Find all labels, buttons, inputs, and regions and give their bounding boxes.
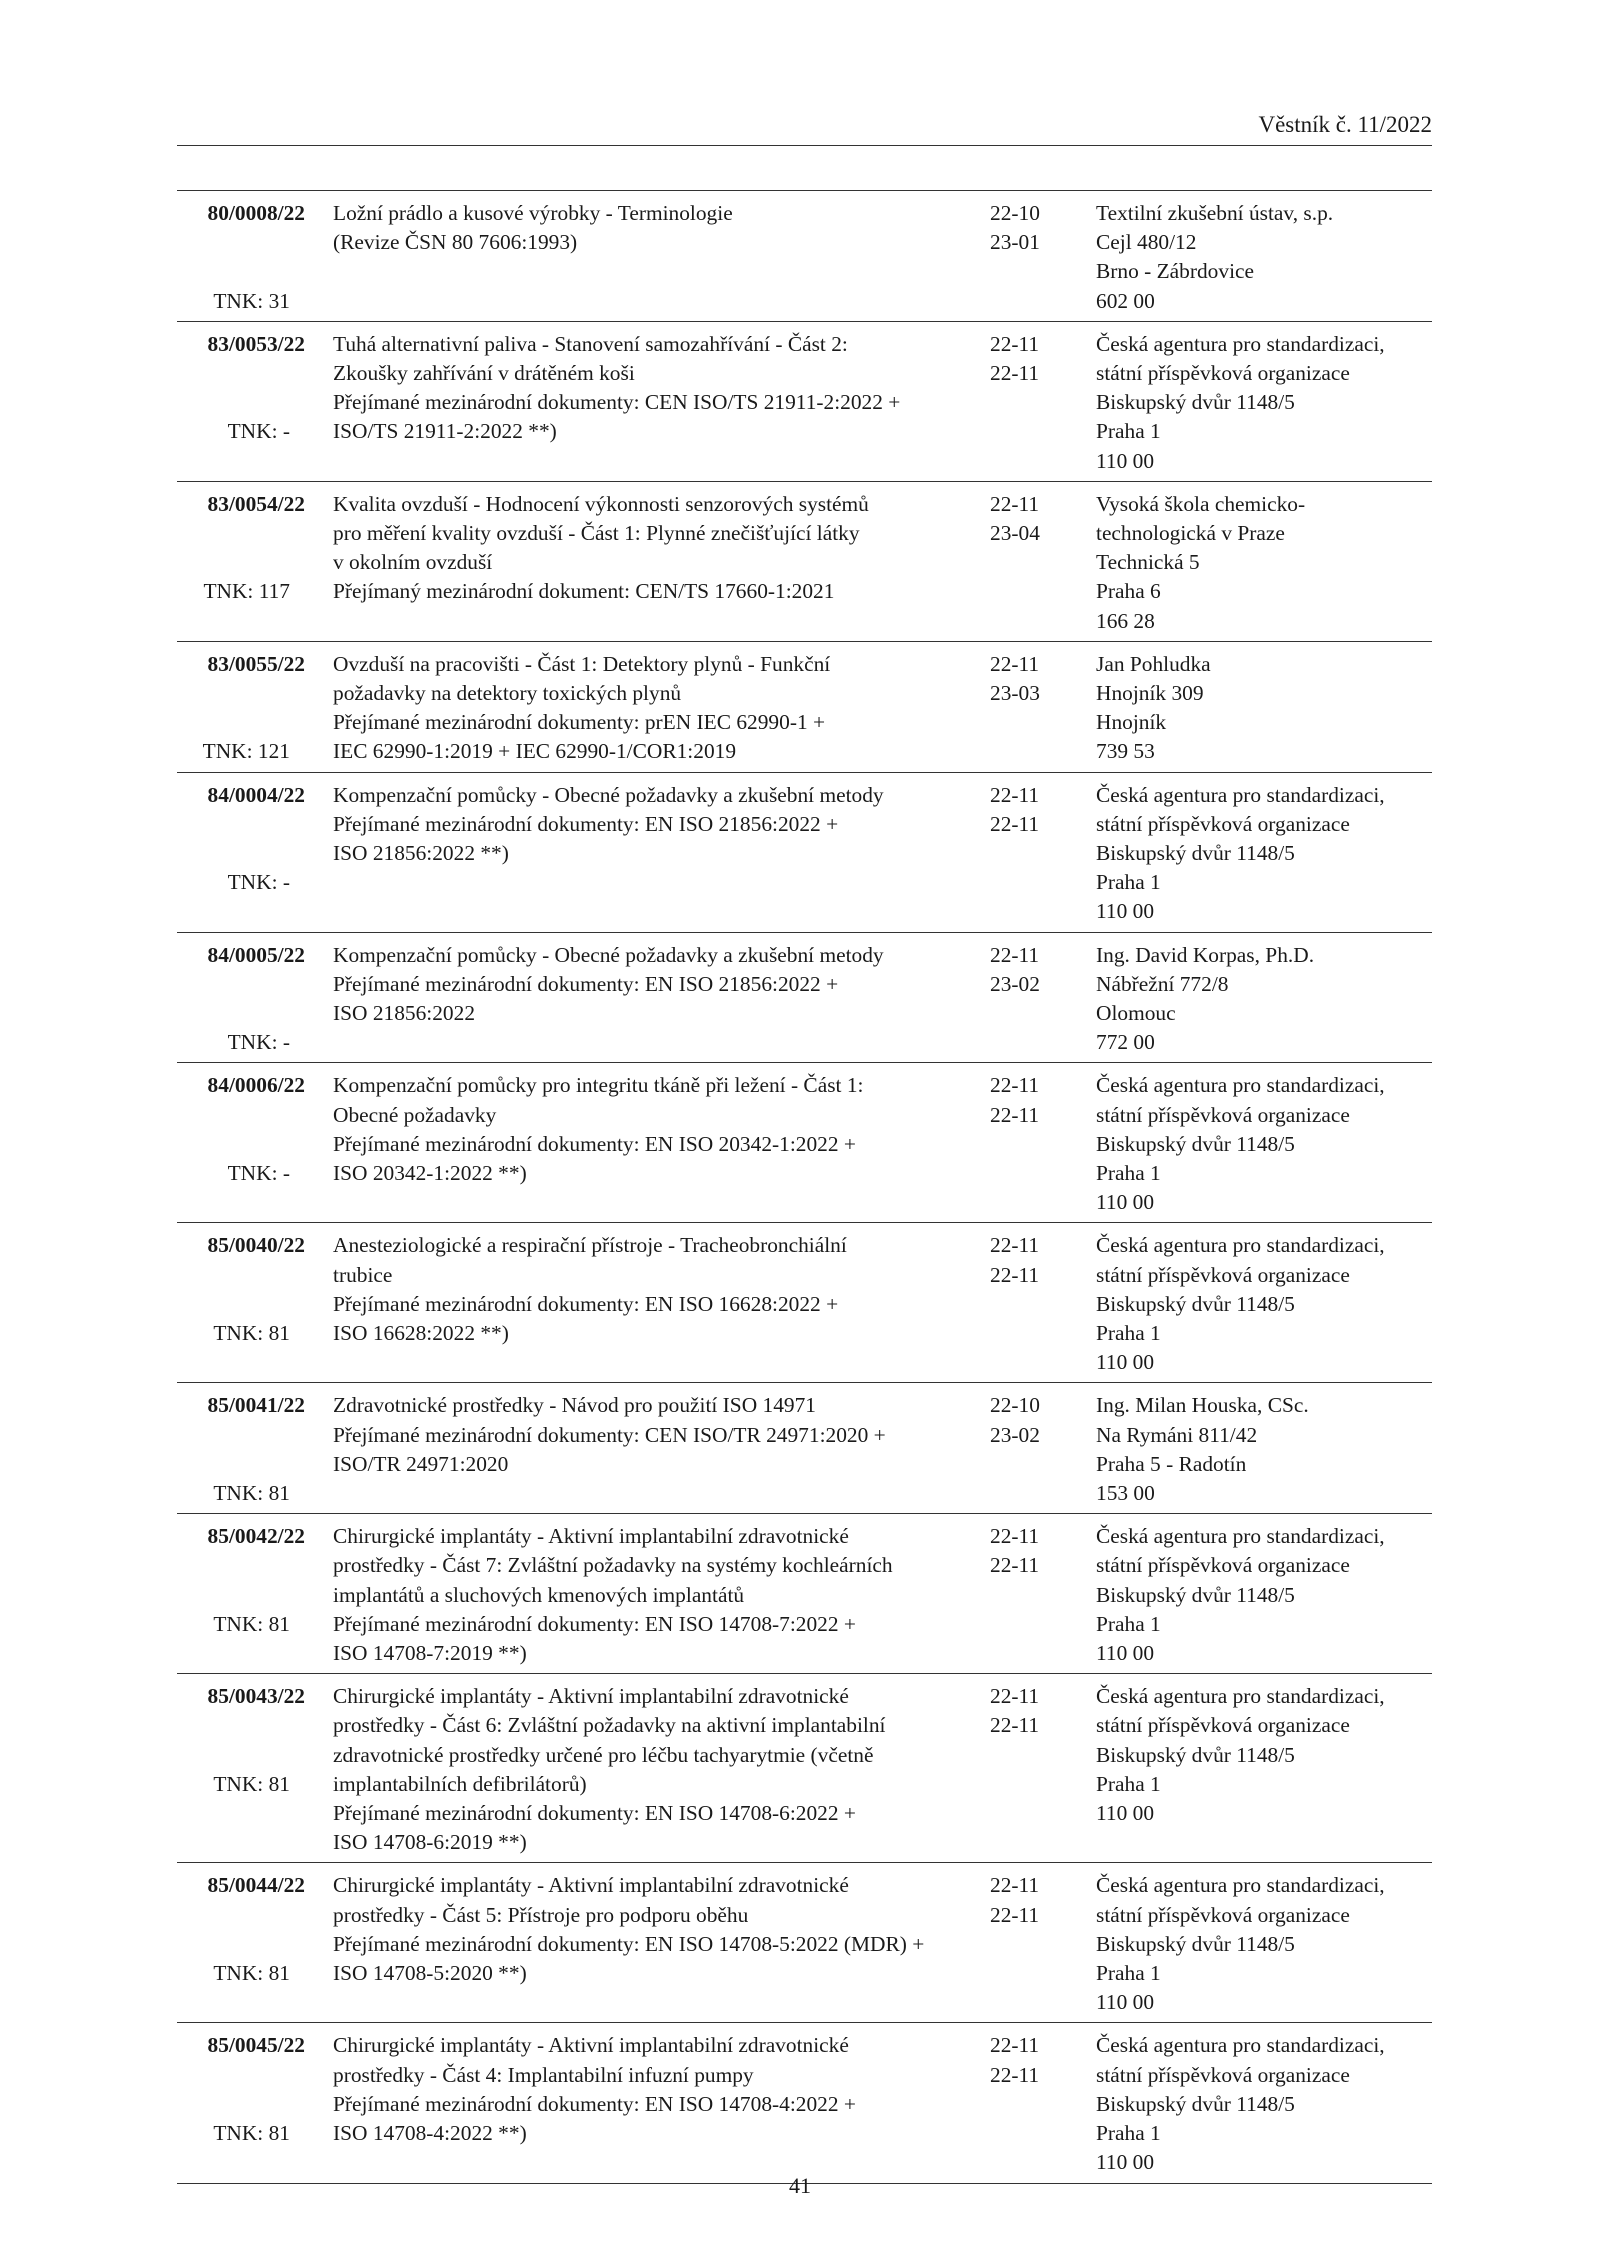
organization-line: Česká agentura pro standardizaci,: [1096, 1684, 1385, 1709]
organization-line: 110 00: [1096, 899, 1155, 924]
organization-line: Vysoká škola chemicko-: [1096, 491, 1306, 516]
organization-line: 166 28: [1096, 608, 1155, 633]
processor-organization: [1096, 330, 1436, 476]
processor-organization: [1096, 781, 1436, 927]
title-line: Chirurgické implantáty - Aktivní implantabilní zdravotnické: [333, 2033, 849, 2058]
table-row: [177, 322, 1432, 482]
title-line: Chirurgické implantáty - Aktivní implantabilní zdravotnické: [333, 1873, 849, 1898]
organization-line: Praha 1: [1096, 1161, 1161, 1185]
tnk-label: TNK: 31: [213, 288, 290, 313]
organization-line: Česká agentura pro standardizaci,: [1096, 782, 1385, 807]
title-line: Kvalita ovzduší - Hodnocení výkonnosti senzorových systémů: [333, 491, 869, 516]
date-line: 22-11: [990, 782, 1040, 807]
standard-dates: [990, 1522, 1090, 1580]
standard-title: [333, 1231, 983, 1348]
date-line: 22-11: [990, 1684, 1040, 1709]
processor-organization: [1096, 1231, 1436, 1377]
title-line: IEC 62990-1:2019 + IEC 62990-1/COR1:2019: [333, 739, 737, 764]
header-divider: [177, 145, 1432, 146]
organization-line: Praha 1: [1096, 1771, 1161, 1796]
title-line: ISO 14708-6:2019 **): [333, 1830, 527, 1855]
date-line: 22-11: [990, 651, 1040, 676]
date-line: 22-10: [990, 1393, 1040, 1418]
processor-organization: [1096, 2031, 1436, 2177]
organization-line: 110 00: [1096, 2150, 1155, 2175]
date-line: 22-10: [990, 201, 1040, 225]
processor-organization: [1096, 490, 1436, 636]
organization-line: státní příspěvková organizace: [1096, 1713, 1350, 1738]
processor-organization: [1096, 199, 1436, 316]
title-line: Přejímané mezinárodní dokumenty: EN ISO 21856:2022 +: [333, 811, 839, 836]
title-line: Přejímané mezinárodní dokumenty: EN ISO 14708-7:2022 +: [333, 1611, 856, 1636]
title-line: Anesteziologické a respirační přístroje - Tracheobronchiální: [333, 1233, 847, 1258]
organization-line: Nábřežní 772/8: [1096, 971, 1229, 996]
standard-code: 84/0006/22: [207, 1073, 305, 1098]
title-line: implantabilních defibrilátorů): [333, 1771, 587, 1796]
organization-line: Praha 5 - Radotín: [1096, 1451, 1247, 1476]
organization-line: státní příspěvková organizace: [1096, 2062, 1350, 2087]
organization-line: 110 00: [1096, 1190, 1155, 1215]
date-line: 22-11: [990, 1873, 1040, 1898]
date-line: 22-11: [990, 331, 1040, 356]
standard-title: [333, 1682, 983, 1857]
table-row: [177, 1514, 1432, 1674]
processor-organization: [1096, 650, 1436, 767]
table-row: [177, 2023, 1432, 2183]
table-row: [177, 1383, 1432, 1514]
tnk-label: TNK: 81: [213, 1480, 290, 1505]
organization-line: státní příspěvková organizace: [1096, 811, 1350, 836]
title-line: ISO 14708-5:2020 **): [333, 1960, 527, 1985]
organization-line: 153 00: [1096, 1481, 1155, 1505]
title-line: prostředky - Část 4: Implantabilní infuzní pumpy: [333, 2062, 754, 2087]
standard-code: 83/0053/22: [207, 331, 305, 356]
standard-code: 80/0008/22: [207, 201, 305, 225]
standards-table: [177, 190, 1432, 2184]
organization-line: Česká agentura pro standardizaci,: [1096, 1524, 1385, 1549]
title-line: ISO 14708-4:2022 **): [333, 2120, 527, 2145]
standard-code: 84/0004/22: [207, 782, 305, 807]
standard-title: [333, 199, 983, 257]
standard-dates: [990, 1871, 1090, 1929]
title-line: Kompenzační pomůcky pro integritu tkáně při ležení - Část 1:: [333, 1073, 864, 1098]
date-line: 23-04: [990, 521, 1040, 545]
title-line: implantátů a sluchových kmenových implantátů: [333, 1582, 745, 1607]
organization-line: Praha 6: [1096, 579, 1161, 604]
standard-code: 85/0043/22: [207, 1684, 305, 1709]
title-line: Přejímané mezinárodní dokumenty: EN ISO 14708-5:2022 (MDR) +: [333, 1931, 925, 1956]
title-line: Chirurgické implantáty - Aktivní implantabilní zdravotnické: [333, 1684, 849, 1709]
date-line: 22-11: [990, 1524, 1040, 1549]
standard-title: [333, 490, 983, 607]
title-line: Přejímané mezinárodní dokumenty: EN ISO 21856:2022 +: [333, 971, 839, 996]
organization-line: Biskupský dvůr 1148/5: [1096, 390, 1295, 415]
organization-line: Praha 1: [1096, 1960, 1161, 1985]
organization-line: Na Rymáni 811/42: [1096, 1422, 1258, 1447]
organization-line: Biskupský dvůr 1148/5: [1096, 1131, 1295, 1156]
organization-line: Praha 1: [1096, 870, 1161, 895]
date-line: 22-11: [990, 811, 1040, 836]
standard-code: 85/0045/22: [207, 2033, 305, 2058]
organization-line: Technická 5: [1096, 550, 1200, 575]
date-line: 22-11: [990, 1713, 1040, 1738]
organization-line: Praha 1: [1096, 2120, 1161, 2145]
tnk-label: TNK: -: [227, 419, 290, 444]
standard-title: [333, 650, 983, 767]
title-line: Přejímané mezinárodní dokumenty: EN ISO 14708-4:2022 +: [333, 2091, 856, 2116]
organization-line: státní příspěvková organizace: [1096, 1902, 1350, 1927]
title-line: prostředky - Část 6: Zvláštní požadavky na aktivní implantabilní: [333, 1713, 886, 1738]
title-line: Přejímané mezinárodní dokumenty: EN ISO 20342-1:2022 +: [333, 1131, 856, 1156]
date-line: 22-11: [990, 1902, 1040, 1927]
organization-line: 602 00: [1096, 288, 1155, 313]
title-line: Kompenzační pomůcky - Obecné požadavky a zkušební metody: [333, 942, 884, 967]
organization-line: Ing. David Korpas, Ph.D.: [1096, 942, 1315, 967]
standard-dates: [990, 650, 1090, 708]
tnk-label: TNK: 81: [213, 1771, 290, 1796]
standard-title: [333, 2031, 983, 2148]
title-line: ISO 21856:2022 **): [333, 841, 509, 865]
tnk-label: TNK: 117: [203, 579, 290, 604]
processor-organization: [1096, 1871, 1436, 2017]
organization-line: Česká agentura pro standardizaci,: [1096, 1233, 1385, 1258]
organization-line: 110 00: [1096, 1990, 1155, 2015]
standard-title: [333, 1522, 983, 1668]
table-row: [177, 642, 1432, 773]
organization-line: 110 00: [1096, 1641, 1155, 1665]
standard-title: [333, 1871, 983, 1988]
tnk-label: TNK: -: [227, 1160, 290, 1185]
standard-dates: [990, 1391, 1090, 1449]
date-line: 22-11: [990, 1262, 1040, 1287]
title-line: ISO/TS 21911-2:2022 **): [333, 419, 557, 444]
tnk-label: TNK: -: [227, 870, 290, 895]
title-line: Obecné požadavky: [333, 1102, 497, 1127]
processor-organization: [1096, 1391, 1436, 1508]
organization-line: Hnojník 309: [1096, 681, 1204, 705]
organization-line: Česká agentura pro standardizaci,: [1096, 2033, 1385, 2058]
standard-title: [333, 1071, 983, 1188]
title-line: Chirurgické implantáty - Aktivní implantabilní zdravotnické: [333, 1524, 849, 1549]
organization-line: Cejl 480/12: [1096, 230, 1197, 255]
organization-line: 110 00: [1096, 448, 1155, 473]
title-line: Zdravotnické prostředky - Návod pro použití ISO 14971: [333, 1393, 816, 1418]
organization-line: Česká agentura pro standardizaci,: [1096, 331, 1385, 356]
standard-code: 85/0044/22: [207, 1873, 305, 1898]
title-line: Tuhá alternativní paliva - Stanovení samozahřívání - Část 2:: [333, 331, 848, 356]
processor-organization: [1096, 941, 1436, 1058]
organization-line: Textilní zkušební ústav, s.p.: [1096, 201, 1334, 225]
organization-line: 739 53: [1096, 739, 1155, 764]
table-row: [177, 1223, 1432, 1383]
tnk-label: TNK: 81: [213, 1320, 290, 1345]
standard-code: 83/0055/22: [207, 651, 305, 676]
standard-title: [333, 330, 983, 447]
standard-dates: [990, 1231, 1090, 1289]
tnk-label: TNK: 81: [213, 1611, 290, 1636]
tnk-label: TNK: 81: [213, 2120, 290, 2145]
standard-dates: [990, 330, 1090, 388]
date-line: 22-11: [990, 2062, 1040, 2087]
organization-line: státní příspěvková organizace: [1096, 361, 1350, 385]
tnk-label: TNK: 81: [213, 1960, 290, 1985]
title-line: Přejímané mezinárodní dokumenty: EN ISO 14708-6:2022 +: [333, 1801, 856, 1825]
organization-line: Brno - Zábrdovice: [1096, 259, 1254, 284]
standard-dates: [990, 490, 1090, 548]
table-row: [177, 191, 1432, 322]
processor-organization: [1096, 1071, 1436, 1217]
title-line: Přejímané mezinárodní dokumenty: prEN IEC 62990-1 +: [333, 710, 826, 735]
standard-dates: [990, 781, 1090, 839]
standard-code: 84/0005/22: [207, 942, 305, 967]
table-row: [177, 1674, 1432, 1863]
organization-line: 110 00: [1096, 1350, 1155, 1375]
standard-dates: [990, 941, 1090, 999]
title-line: ISO 20342-1:2022 **): [333, 1161, 527, 1185]
organization-line: Biskupský dvůr 1148/5: [1096, 2091, 1295, 2116]
table-row: [177, 482, 1432, 642]
table-row: [177, 773, 1432, 933]
organization-line: Olomouc: [1096, 1001, 1176, 1025]
date-line: 22-11: [990, 1073, 1040, 1098]
title-line: Ložní prádlo a kusové výrobky - Terminologie: [333, 201, 733, 225]
date-line: 23-01: [990, 230, 1040, 255]
organization-line: Česká agentura pro standardizaci,: [1096, 1073, 1385, 1098]
title-line: ISO 16628:2022 **): [333, 1321, 509, 1345]
date-line: 22-11: [990, 491, 1040, 516]
title-line: požadavky na detektory toxických plynů: [333, 681, 682, 705]
title-line: Přejímaný mezinárodní dokument: CEN/TS 17660-1:2021: [333, 579, 835, 604]
organization-line: Praha 1: [1096, 419, 1161, 444]
title-line: Přejímané mezinárodní dokumenty: CEN ISO/TS 21911-2:2022 +: [333, 390, 901, 415]
table-row: [177, 1063, 1432, 1223]
organization-line: Biskupský dvůr 1148/5: [1096, 1291, 1295, 1316]
organization-line: technologická v Praze: [1096, 521, 1285, 545]
processor-organization: [1096, 1522, 1436, 1668]
date-line: 22-11: [990, 2033, 1040, 2058]
organization-line: Biskupský dvůr 1148/5: [1096, 1931, 1295, 1956]
standard-code: 85/0042/22: [207, 1524, 305, 1549]
standard-dates: [990, 1682, 1090, 1740]
date-line: 22-11: [990, 1102, 1040, 1127]
organization-line: 110 00: [1096, 1801, 1155, 1825]
organization-line: Jan Pohludka: [1096, 651, 1211, 676]
title-line: trubice: [333, 1262, 393, 1287]
standard-title: [333, 1391, 983, 1479]
date-line: 22-11: [990, 942, 1040, 967]
standard-dates: [990, 199, 1090, 257]
organization-line: Praha 1: [1096, 1321, 1161, 1345]
title-line: (Revize ČSN 80 7606:1993): [333, 230, 578, 255]
organization-line: Česká agentura pro standardizaci,: [1096, 1873, 1385, 1898]
title-line: Kompenzační pomůcky - Obecné požadavky a zkušební metody: [333, 782, 884, 807]
table-row: [177, 1863, 1432, 2023]
date-line: 23-02: [990, 971, 1040, 996]
tnk-label: TNK: 121: [202, 739, 290, 764]
title-line: ISO/TR 24971:2020: [333, 1451, 509, 1476]
title-line: ISO 14708-7:2019 **): [333, 1641, 527, 1665]
standard-code: 83/0054/22: [207, 491, 305, 516]
standard-title: [333, 781, 983, 869]
date-line: 22-11: [990, 361, 1040, 385]
table-row: [177, 933, 1432, 1064]
tnk-label: TNK: -: [227, 1030, 290, 1055]
date-line: 23-02: [990, 1422, 1040, 1447]
organization-line: státní příspěvková organizace: [1096, 1553, 1350, 1578]
date-line: 23-03: [990, 681, 1040, 705]
date-line: 22-11: [990, 1553, 1040, 1578]
standard-code: 85/0041/22: [207, 1393, 305, 1418]
title-line: prostředky - Část 5: Přístroje pro podporu oběhu: [333, 1902, 749, 1927]
organization-line: státní příspěvková organizace: [1096, 1102, 1350, 1127]
title-line: Přejímané mezinárodní dokumenty: EN ISO 16628:2022 +: [333, 1291, 839, 1316]
organization-line: Ing. Milan Houska, CSc.: [1096, 1393, 1309, 1418]
title-line: v okolním ovzduší: [333, 550, 493, 575]
standard-dates: [990, 2031, 1090, 2089]
standard-dates: [990, 1071, 1090, 1129]
title-line: Ovzduší na pracovišti - Část 1: Detektory plynů - Funkční: [333, 651, 831, 676]
processor-organization: [1096, 1682, 1436, 1828]
standard-code: 85/0040/22: [207, 1233, 305, 1258]
title-line: ISO 21856:2022: [333, 1001, 476, 1025]
page-number: 41: [789, 2173, 811, 2198]
organization-line: Hnojník: [1096, 710, 1167, 735]
page-header-title: Věstník č. 11/2022: [1258, 112, 1432, 137]
title-line: Zkoušky zahřívání v drátěném koši: [333, 361, 635, 385]
organization-line: Biskupský dvůr 1148/5: [1096, 841, 1295, 865]
organization-line: státní příspěvková organizace: [1096, 1262, 1350, 1287]
title-line: prostředky - Část 7: Zvláštní požadavky na systémy kochleárních: [333, 1553, 893, 1578]
title-line: pro měření kvality ovzduší - Část 1: Plynné znečišťující látky: [333, 521, 860, 545]
organization-line: 772 00: [1096, 1030, 1155, 1055]
organization-line: Biskupský dvůr 1148/5: [1096, 1742, 1295, 1767]
date-line: 22-11: [990, 1233, 1040, 1258]
standard-title: [333, 941, 983, 1029]
title-line: zdravotnické prostředky určené pro léčbu tachyarytmie (včetně: [333, 1742, 874, 1767]
organization-line: Praha 1: [1096, 1611, 1161, 1636]
organization-line: Biskupský dvůr 1148/5: [1096, 1582, 1295, 1607]
title-line: Přejímané mezinárodní dokumenty: CEN ISO/TR 24971:2020 +: [333, 1422, 886, 1447]
